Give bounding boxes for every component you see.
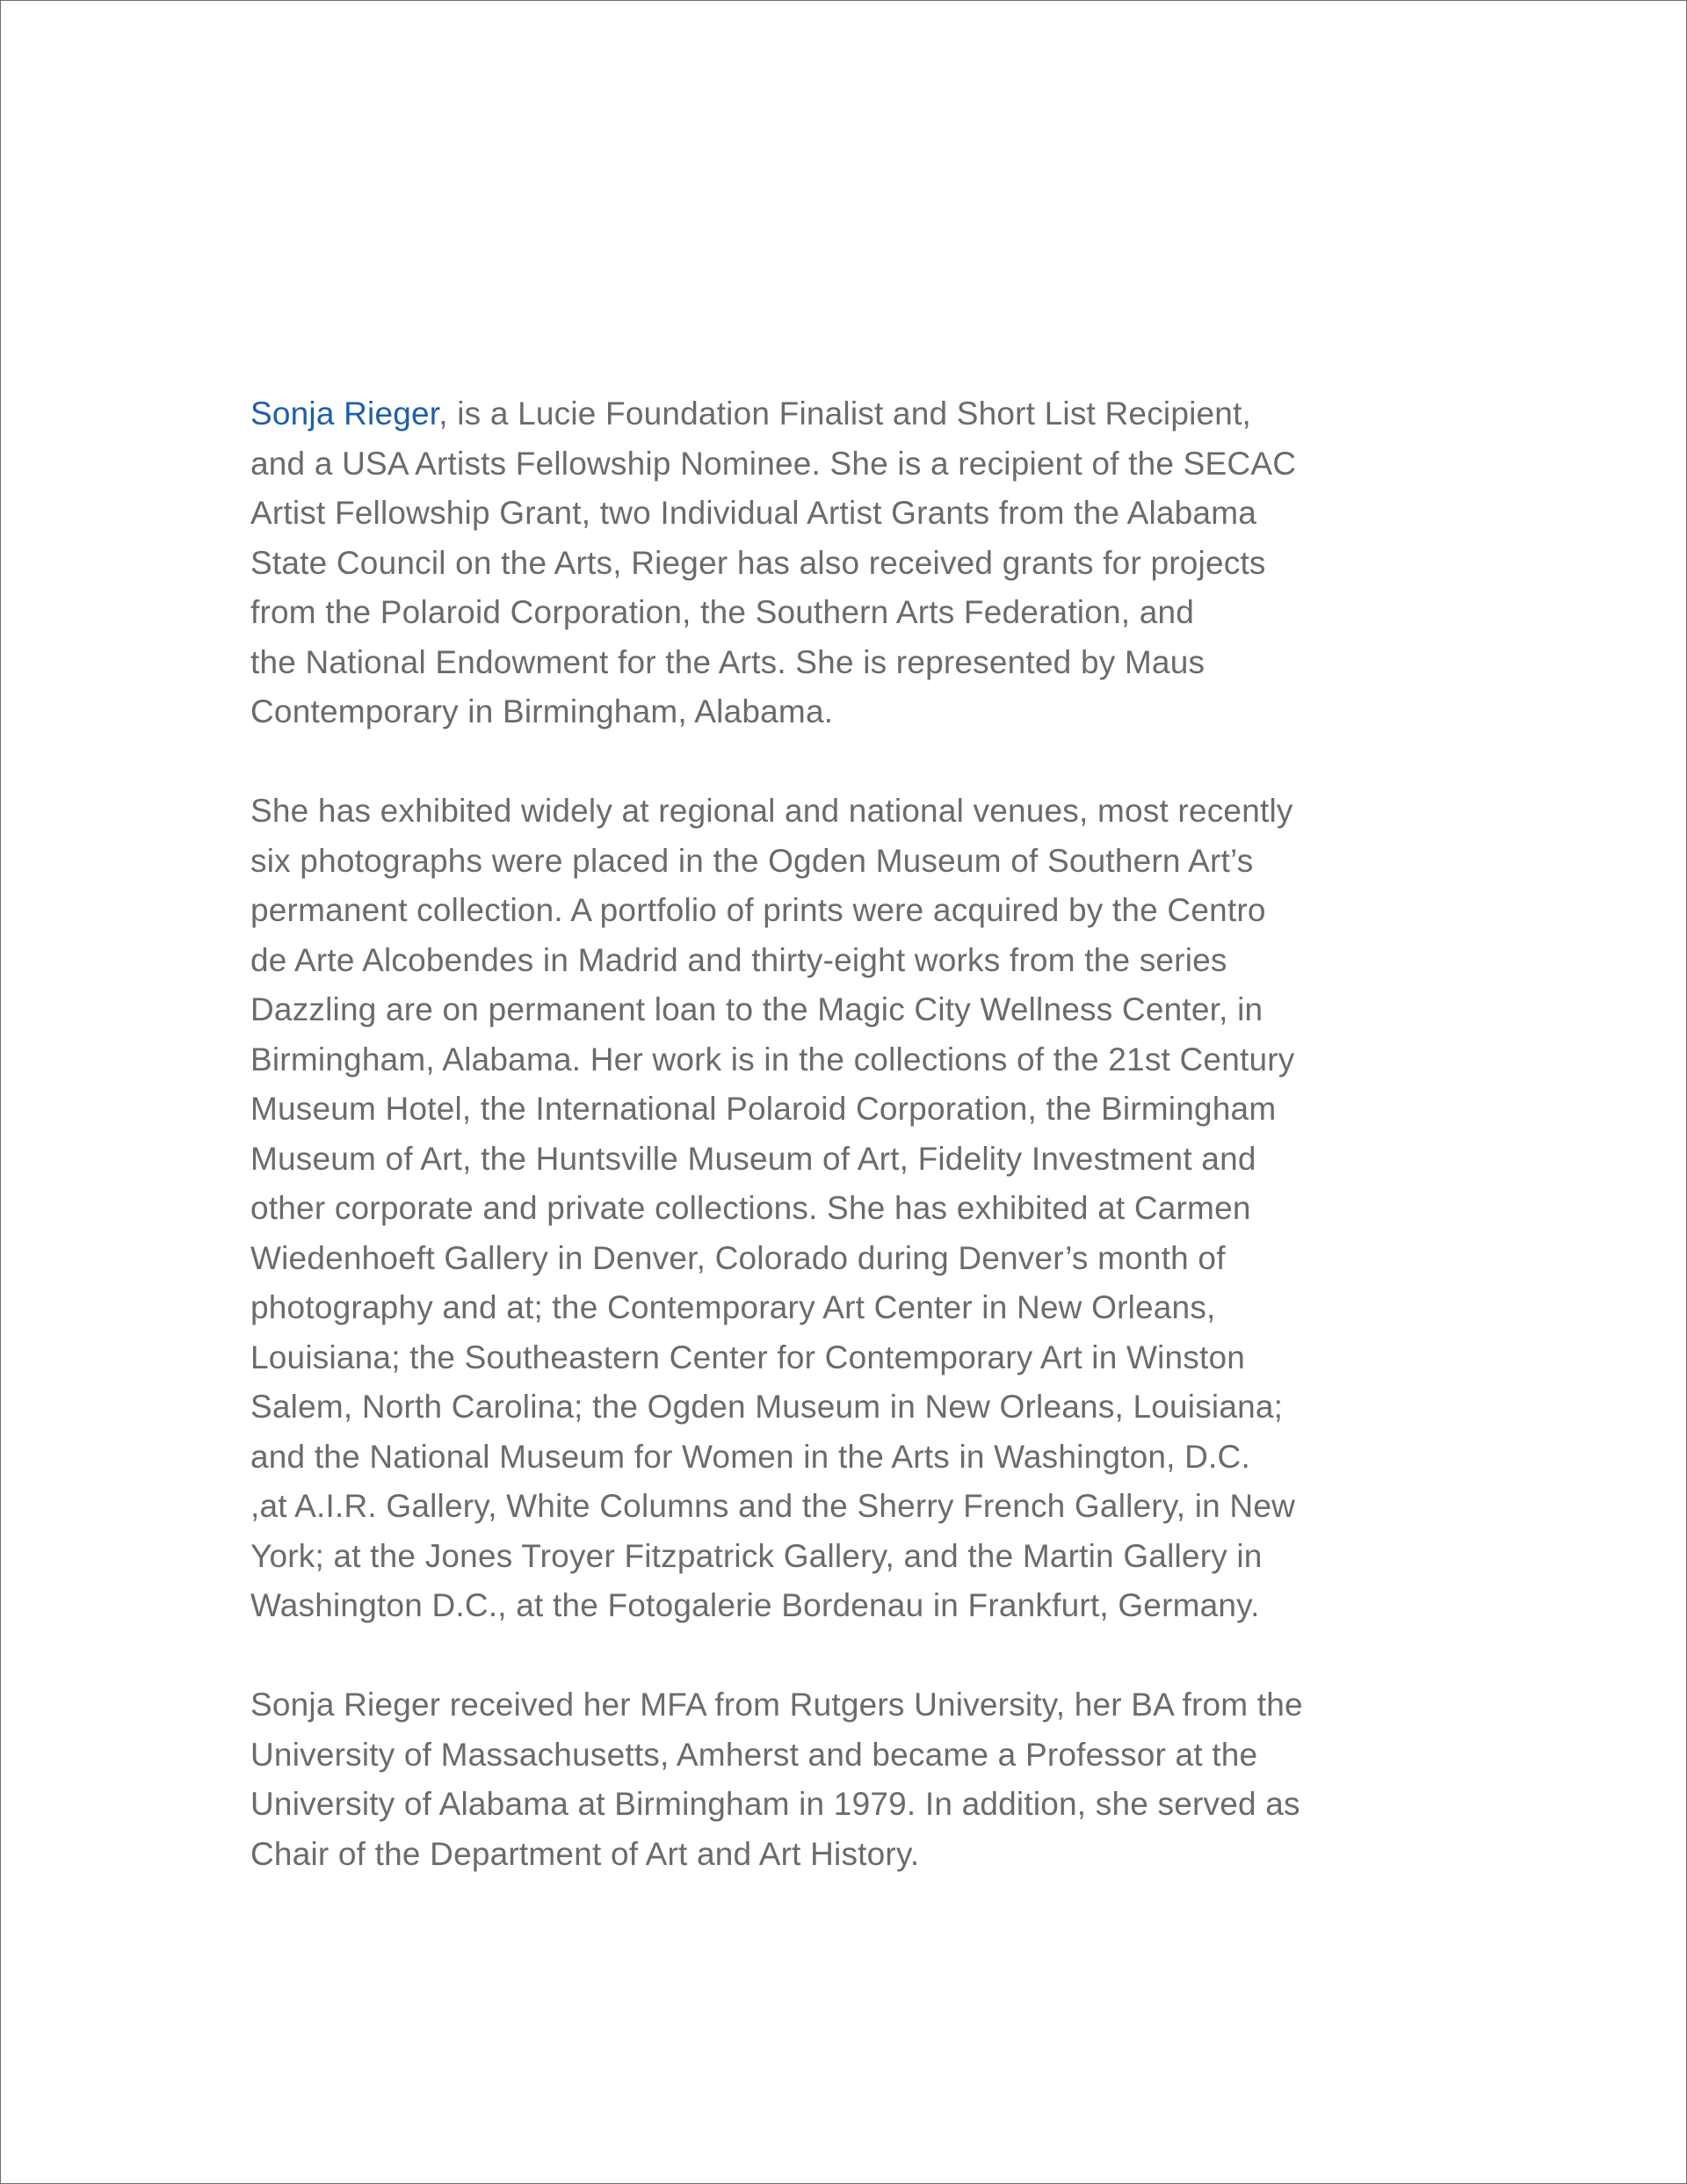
bio-line: and the National Museum for Women in the Arts in Washington, D.C. <box>250 1438 1250 1475</box>
bio-line: York; at the Jones Troyer Fitzpatrick Gallery, and the Martin Gallery in <box>250 1537 1263 1574</box>
bio-line: Wiedenhoeft Gallery in Denver, Colorado during Denver’s month of <box>250 1239 1226 1276</box>
bio-line: Washington D.C., at the Fotogalerie Bordenau in Frankfurt, Germany. <box>250 1587 1260 1623</box>
bio-line: Louisiana; the Southeastern Center for Contemporary Art in Winston <box>250 1339 1246 1375</box>
bio-line: University of Alabama at Birmingham in 1979. In addition, she served as <box>250 1786 1300 1822</box>
bio-line: Contemporary in Birmingham, Alabama. <box>250 693 834 729</box>
bio-line: six photographs were placed in the Ogden Museum of Southern Art’s <box>250 842 1254 879</box>
bio-line: Sonja Rieger received her MFA from Rutgers University, her BA from the <box>250 1687 1303 1723</box>
bio-line: from the Polaroid Corporation, the Southern Arts Federation, and <box>250 594 1195 630</box>
bio-paragraph-awards <box>250 389 1454 737</box>
bio-line: Museum of Art, the Huntsville Museum of Art, Fidelity Investment and <box>250 1140 1256 1177</box>
bio-line: Chair of the Department of Art and Art History. <box>250 1835 920 1872</box>
bio-line: other corporate and private collections. She has exhibited at Carmen <box>250 1190 1251 1226</box>
bio-line: Artist Fellowship Grant, two Individual Artist Grants from the Alabama <box>250 495 1257 531</box>
bio-paragraph-exhibitions <box>250 787 1454 1631</box>
bio-line: photography and at; the Contemporary Art Center in New Orleans, <box>250 1289 1216 1325</box>
bio-line: Museum Hotel, the International Polaroid Corporation, the Birmingham <box>250 1091 1277 1127</box>
bio-line: ,at A.I.R. Gallery, White Columns and the Sherry French Gallery, in New <box>250 1488 1296 1524</box>
bio-line: Birmingham, Alabama. Her work is in the collections of the 21st Century <box>250 1041 1295 1077</box>
bio-line-text: , is a Lucie Foundation Finalist and Short List Recipient, <box>438 395 1252 432</box>
bio-line: de Arte Alcobendes in Madrid and thirty-eight works from the series <box>250 941 1227 978</box>
bio-paragraph-education <box>250 1680 1454 1879</box>
bio-line: the National Endowment for the Arts. She is represented by Maus <box>250 643 1206 680</box>
bio-line: University of Massachusetts, Amherst and became a Professor at the <box>250 1736 1258 1773</box>
bio-line: Salem, North Carolina; the Ogden Museum in New Orleans, Louisiana; <box>250 1389 1284 1425</box>
artist-bio <box>250 389 1454 1879</box>
bio-line: Dazzling are on permanent loan to the Magic City Wellness Center, in <box>250 991 1263 1027</box>
bio-line: permanent collection. A portfolio of prints were acquired by the Centro <box>250 892 1266 928</box>
bio-line <box>250 389 1454 439</box>
bio-line: She has exhibited widely at regional and national venues, most recently <box>250 793 1293 829</box>
bio-line: and a USA Artists Fellowship Nominee. She is a recipient of the SECAC <box>250 445 1297 482</box>
artist-name-link[interactable]: Sonja Rieger <box>250 395 439 432</box>
bio-line: State Council on the Arts, Rieger has also received grants for projects <box>250 544 1266 581</box>
